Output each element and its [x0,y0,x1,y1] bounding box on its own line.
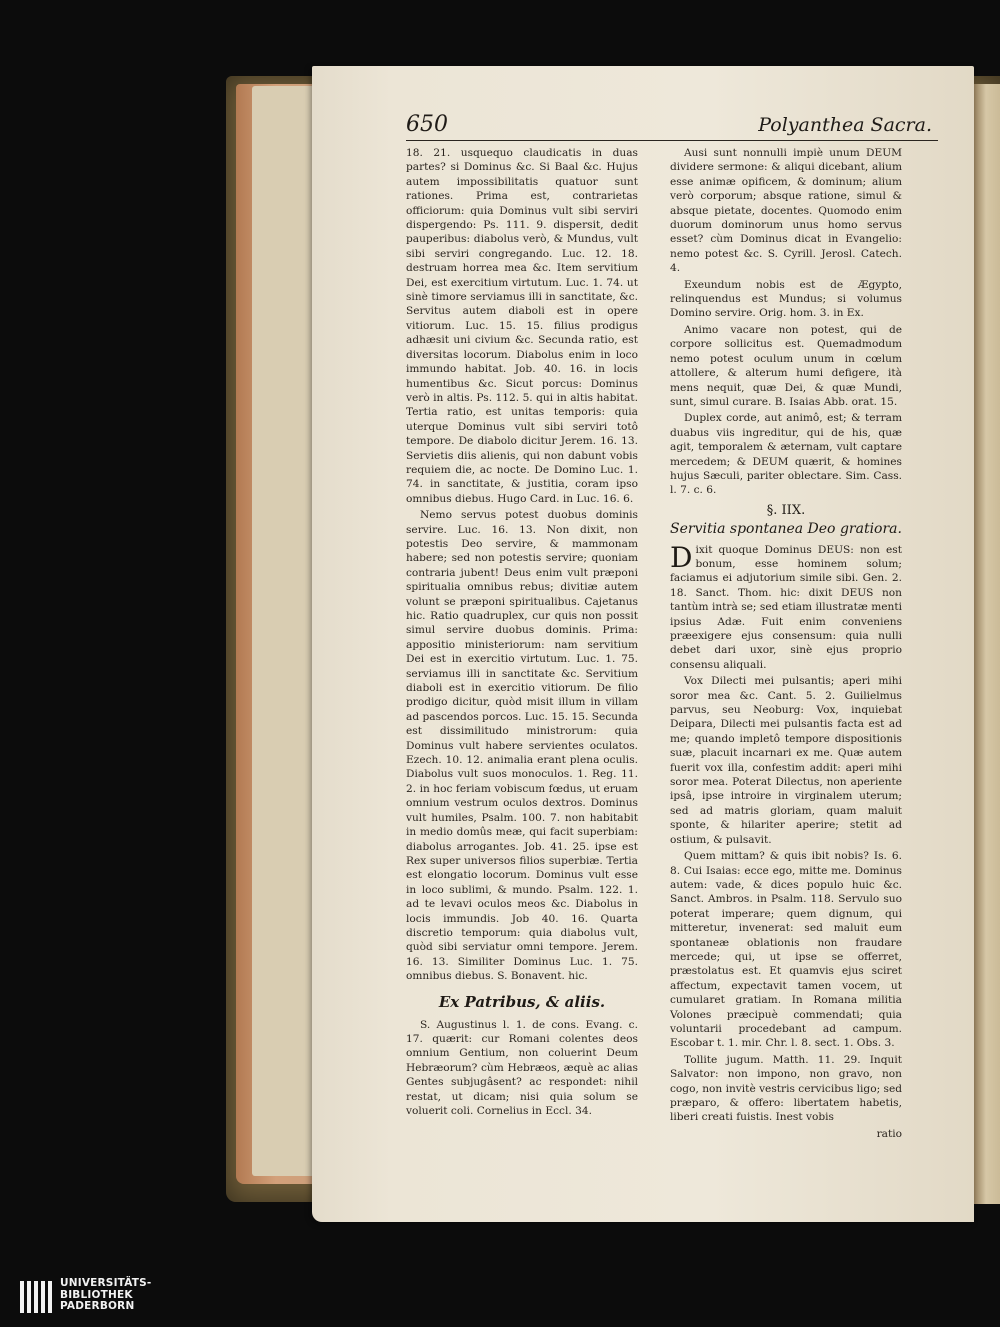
library-logo-icon [18,1279,54,1315]
section-title: Servitia spontanea Deo gratiora. [670,521,902,538]
page-number: 650 [406,112,448,137]
paragraph: Quem mittam? & quis ibit nobis? Is. 6. 8. Cui Isaias: ecce ego, mitte me. Dominus autem: vade, & dices populo huic &c. Sanct. Ambros. in Psalm. 118. Servulo suo poterat imperare; quem dignum, qui mitteretur, invenerat: sed maluit eum spontaneæ oblationis non fraudare mercede; qui, ut ipse se offerret, præstolatus est. Et quamvis ejus sciret affectum, expectavit tamen vocem, ut cumularet gratiam. In Romana militia Volones præcipuè commendati; quia voluntarii procedebant ad campum. Escobar t. 1. mir. Chr. l. 8. sect. 1. Obs. 3. [670,850,902,1050]
logo-line: BIBLIOTHEK [60,1288,133,1301]
library-logo-text [60,1278,151,1313]
logo-line: UNIVERSITÄTS- [60,1277,152,1289]
paragraph: Nemo servus potest duobus dominis servire. Luc. 16. 13. Non dixit, non potestis Deo servire, & mammonam habere; sed non potestis servire; quoniam contraria jubent! Deus enim vult præponi spiritualia omnibus rebus; divitiæ autem volunt se præponi spiritualibus. Cajetanus hic. Ratio quadruplex, cur quis non possit simul servire duobus dominis. Prima: appositio ministeriorum: nam servitium Dei est in exercitio virtutum. Luc. 1. 75. serviamus illi in sanctitate &c. Servitium diaboli est in exercitio vitiorum. De filio prodigo dicitur, quòd misit illum in villam ad pascendos porcos. Luc. 15. 15. Secunda est dissimilitudo ministrorum: quia Dominus vult habere servientes oculatos. Ezech. 10. 12. animalia erant plena oculis. Diabolus vult suos monoculos. 1. Reg. 11. 2. in hoc feriam vobiscum fœdus, ut eruam omnium vestrum oculos dextros. Dominus vult humiles, Psalm. 100. 7. non habitabit in medio domûs meæ, qui facit superbiam: diabolus arrogantes. Job. 41. 25. ipse est Rex super universos filios superbiæ. Tertia est elongatio locorum. Dominus vult esse in loco sublimi, & mundo. Psalm. 122. 1. ad te levavi oculos meos &c. Diabolus in locis immundis. Job 40. 16. Quarta discretio temporum: quia diabolus vult, quòd sibi serviatur omni tempore. Jerem. 16. 13. Similiter Dominus Luc. 1. 75. omnibus diebus. S. Bonavent. hic. [406,509,638,983]
library-logo [0,1277,160,1327]
paragraph: 18. 21. usquequo claudicatis in duas partes? si Dominus &c. Si Baal &c. Hujus autem impossibilitatis quatuor sunt rationes. Prima est, contrarietas officiorum: quia Dominus vult sibi serviri dispergendo: Ps. 111. 9. dispersit, dedit pauperibus: diabolus verò, & Mundus, vult sibi serviri congregando. Luc. 12. 18. destruam horrea mea &c. Item servitium Dei, est exercitium virtutum. Luc. 1. 74. ut sinè timore serviamus illi in sanctitate, &c. Servitus autem diaboli est in opere vitiorum. Luc. 15. 15. filius prodigus adhæsit uni civium &c. Secunda ratio, est diversitas locorum. Diabolus enim in loco immundo habitat. Job. 40. 16. in locis humentibus &c. Sicut porcus: Dominus verò in altis. Ps. 112. 5. qui in altis habitat. Tertia ratio, est unitas temporis: quia uterque Dominus vult sibi serviri totô tempore. De diabolo dicitur Jerem. 16. 13. Servietis diis alienis, qui non dabunt vobis requiem die, ac nocte. De Domino Luc. 1. 74. in sanctitate, & justitia, coram ipso omnibus diebus. Hugo Card. in Luc. 16. 6. [406,147,638,505]
paragraph: Ausi sunt nonnulli impiè unum DEUM dividere sermone: & aliqui dicebant, alium esse animæ opificem, & dominum; alium verò corporum; absque ratione, simul & absque pietate, docentes. Quomodo enim duorum dominorum unus homo servus esset? cùm Dominus dicat in Evangelio: nemo potest &c. S. Cyrill. Jerosl. Catech. 4. [670,147,902,275]
right-column [670,146,902,1141]
running-title: Polyanthea Sacra. [758,114,932,136]
facing-page-edge [972,84,1000,1204]
paragraph: S. Augustinus l. 1. de cons. Evang. c. 17. quærit: cur Romani colentes deos omnium Gentium, non coluerint Deum Hebræorum? cùm Hebræos, æquè ac alias Gentes subjugâsent? ac respondet: nihil restat, ut dicam; nisi quia solum se voluerit coli. Cornelius in Eccl. 34. [406,1018,638,1117]
page-header [406,110,938,141]
logo-line: PADERBORN [60,1300,135,1312]
paragraph-text: ixit quoque Dominus DEUS: non est bonum, esse hominem solum; faciamus ei adjutorium simile sibi. Gen. 2. 18. Sanct. Thom. hic: dixit DEUS non tantùm intrà se; sed etiam illustratæ menti ipsius Adæ. Fuit enim conveniens præexigere ejus consensum: quia nulli debet dari uxor, sinè ejus proprio consensu aliquali. [670,543,902,671]
paragraph: Vox Dilecti mei pulsantis; aperi mihi soror mea &c. Cant. 5. 2. Guilielmus parvus, seu Neoburg: Vox, inquiebat Deipara, Dilecti mei pulsantis facta est ad me; quando impletô tempore dispositionis suæ, placuit incarnari ex me. Quæ autem fuerit vox illa, confestim addit: aperi mihi soror mea. Poterat Dilectus, non aperiente ipsâ, ipse introire in virginalem uterum; sed ad matris gloriam, quam maluit sponte, & hilariter aperire; stetit ad ostium, & pulsavit. [670,675,902,846]
section-heading: Ex Patribus, & aliis. [438,992,606,1011]
paragraph: Tollite jugum. Matth. 11. 29. Inquit Salvator: non impono, non gravo, non cogo, non invitè vestris cervicibus ligo; sed præparo, & offero: libertatem habetis, liberi creati fuistis. Inest vobis [670,1053,903,1124]
left-column [406,146,638,1120]
paragraph: Duplex corde, aut animô, est; & terram duabus viis ingreditur, qui de his, quæ agit, temporalem & æternam, vult captare mercedem; & DEUM quærit, & homines hujus Sæculi, pariter oblectare. Sim. Cass. l. 7. c. 6. [670,412,902,497]
paragraph: Exeundum nobis est de Ægypto, relinquendus est Mundus; si volumus Domino servire. Orig. hom. 3. in Ex. [670,278,902,320]
section-number: §. IIX. [766,502,806,518]
catchword: ratio [876,1127,902,1140]
drop-cap: D [670,540,693,574]
paragraph [670,540,902,673]
paragraph: Animo vacare non potest, qui de corpore sollicitus est. Quemadmodum nemo potest oculum unum in cœlum attollere, & alterum humi defigere, ità mens nequit, quæ Dei, & quæ Mundi, sunt, simul curare. B. Isaias Abb. orat. 15. [670,323,902,408]
